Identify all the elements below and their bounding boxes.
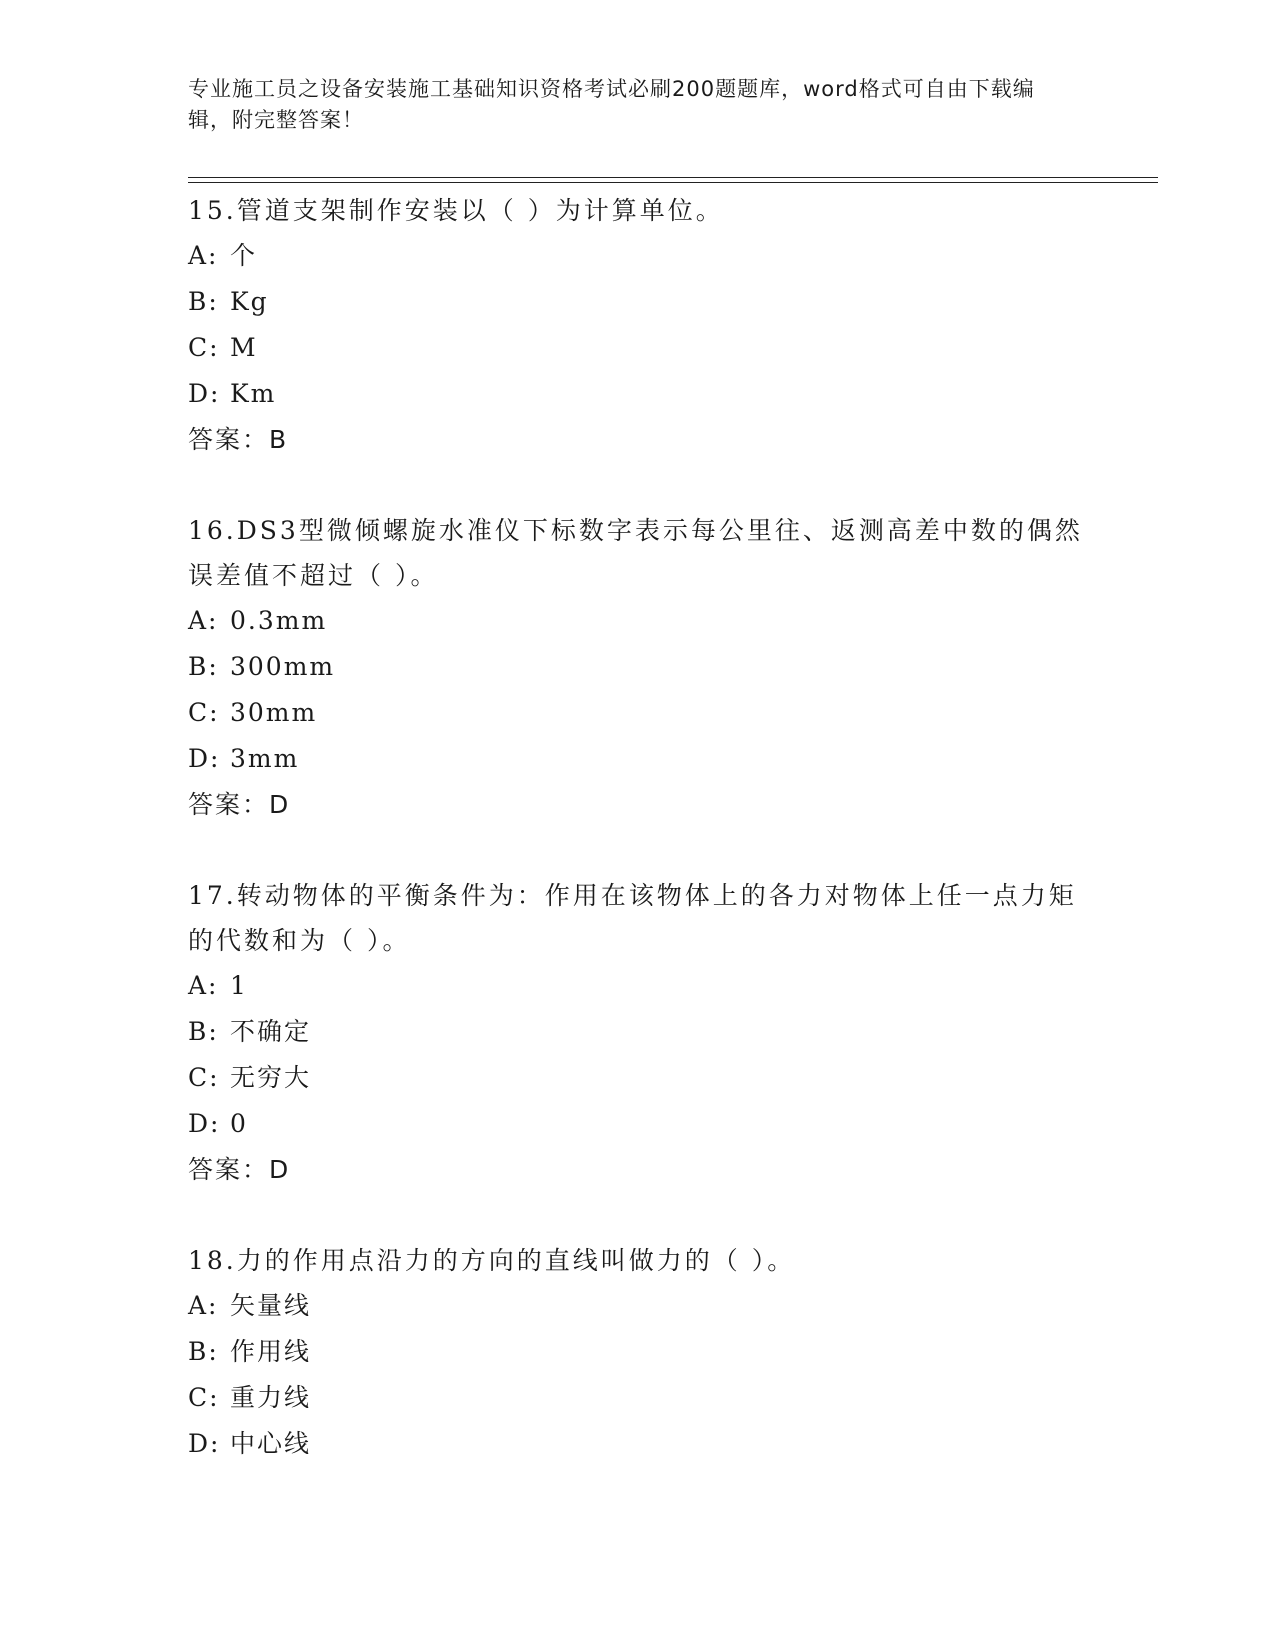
option-text: 3mm — [230, 744, 300, 773]
option-letter: B: — [188, 1017, 219, 1046]
question-text: 16.DS3型微倾螺旋水准仪下标数字表示每公里往、返测高差中数的偶然误差值不超过（ ）。 — [188, 516, 1083, 590]
answer-line: 答案：D — [188, 1155, 291, 1184]
option-letter: A: — [188, 971, 219, 1000]
option-letter: B: — [188, 652, 219, 681]
option-b — [188, 1329, 1088, 1375]
header-divider-bottom — [188, 182, 1158, 183]
option-text: 1 — [230, 971, 248, 1000]
option-c — [188, 1055, 1088, 1101]
option-d — [188, 1421, 1088, 1467]
option-a — [188, 598, 1088, 644]
question-text: 17.转动物体的平衡条件为：作用在该物体上的各力对物体上任一点力矩的代数和为（ ）。 — [188, 881, 1077, 955]
option-letter: C: — [188, 333, 220, 362]
header-divider-top — [188, 177, 1158, 178]
option-text: M — [230, 333, 258, 362]
option-letter: B: — [188, 287, 219, 316]
question-text: 18.力的作用点沿力的方向的直线叫做力的（ ）。 — [188, 1246, 796, 1275]
option-letter: A: — [188, 241, 219, 270]
option-d — [188, 1101, 1088, 1147]
option-b — [188, 279, 1088, 325]
option-letter: C: — [188, 1063, 220, 1092]
document-header: 专业施工员之设备安装施工基础知识资格考试必刷200题题库，word格式可自由下载编辑，附完整答案！ — [188, 77, 1035, 132]
option-letter: D: — [188, 744, 221, 773]
option-b — [188, 1009, 1088, 1055]
option-letter: C: — [188, 698, 220, 727]
option-letter: D: — [188, 1429, 221, 1458]
option-a — [188, 233, 1088, 279]
option-text: 0 — [230, 1109, 248, 1138]
option-letter: D: — [188, 379, 221, 408]
option-b — [188, 644, 1088, 690]
option-d — [188, 736, 1088, 782]
option-text: Kg — [230, 287, 269, 316]
option-text: 无穷大 — [230, 1063, 312, 1092]
option-a — [188, 963, 1088, 1009]
option-letter: C: — [188, 1383, 220, 1412]
option-c — [188, 1375, 1088, 1421]
option-text: 个 — [230, 241, 258, 270]
option-text: 重力线 — [230, 1383, 312, 1412]
option-text: 不确定 — [230, 1017, 312, 1046]
answer-line: 答案：D — [188, 790, 291, 819]
option-letter: D: — [188, 1109, 221, 1138]
option-letter: A: — [188, 606, 219, 635]
option-c — [188, 690, 1088, 736]
option-text: 中心线 — [230, 1429, 312, 1458]
answer-line: 答案：B — [188, 425, 289, 454]
option-text: 30mm — [230, 698, 318, 727]
option-d — [188, 371, 1088, 417]
question-text: 15.管道支架制作安装以（ ）为计算单位。 — [188, 196, 724, 225]
option-text: Km — [230, 379, 277, 408]
question-15 — [188, 188, 1088, 463]
question-16 — [188, 508, 1088, 828]
option-text: 矢量线 — [230, 1291, 312, 1320]
option-text: 300mm — [230, 652, 336, 681]
question-18 — [188, 1238, 1088, 1467]
question-17 — [188, 873, 1088, 1193]
option-text: 0.3mm — [230, 606, 328, 635]
option-letter: A: — [188, 1291, 219, 1320]
option-letter: B: — [188, 1337, 219, 1366]
option-text: 作用线 — [230, 1337, 312, 1366]
option-a — [188, 1283, 1088, 1329]
option-c — [188, 325, 1088, 371]
